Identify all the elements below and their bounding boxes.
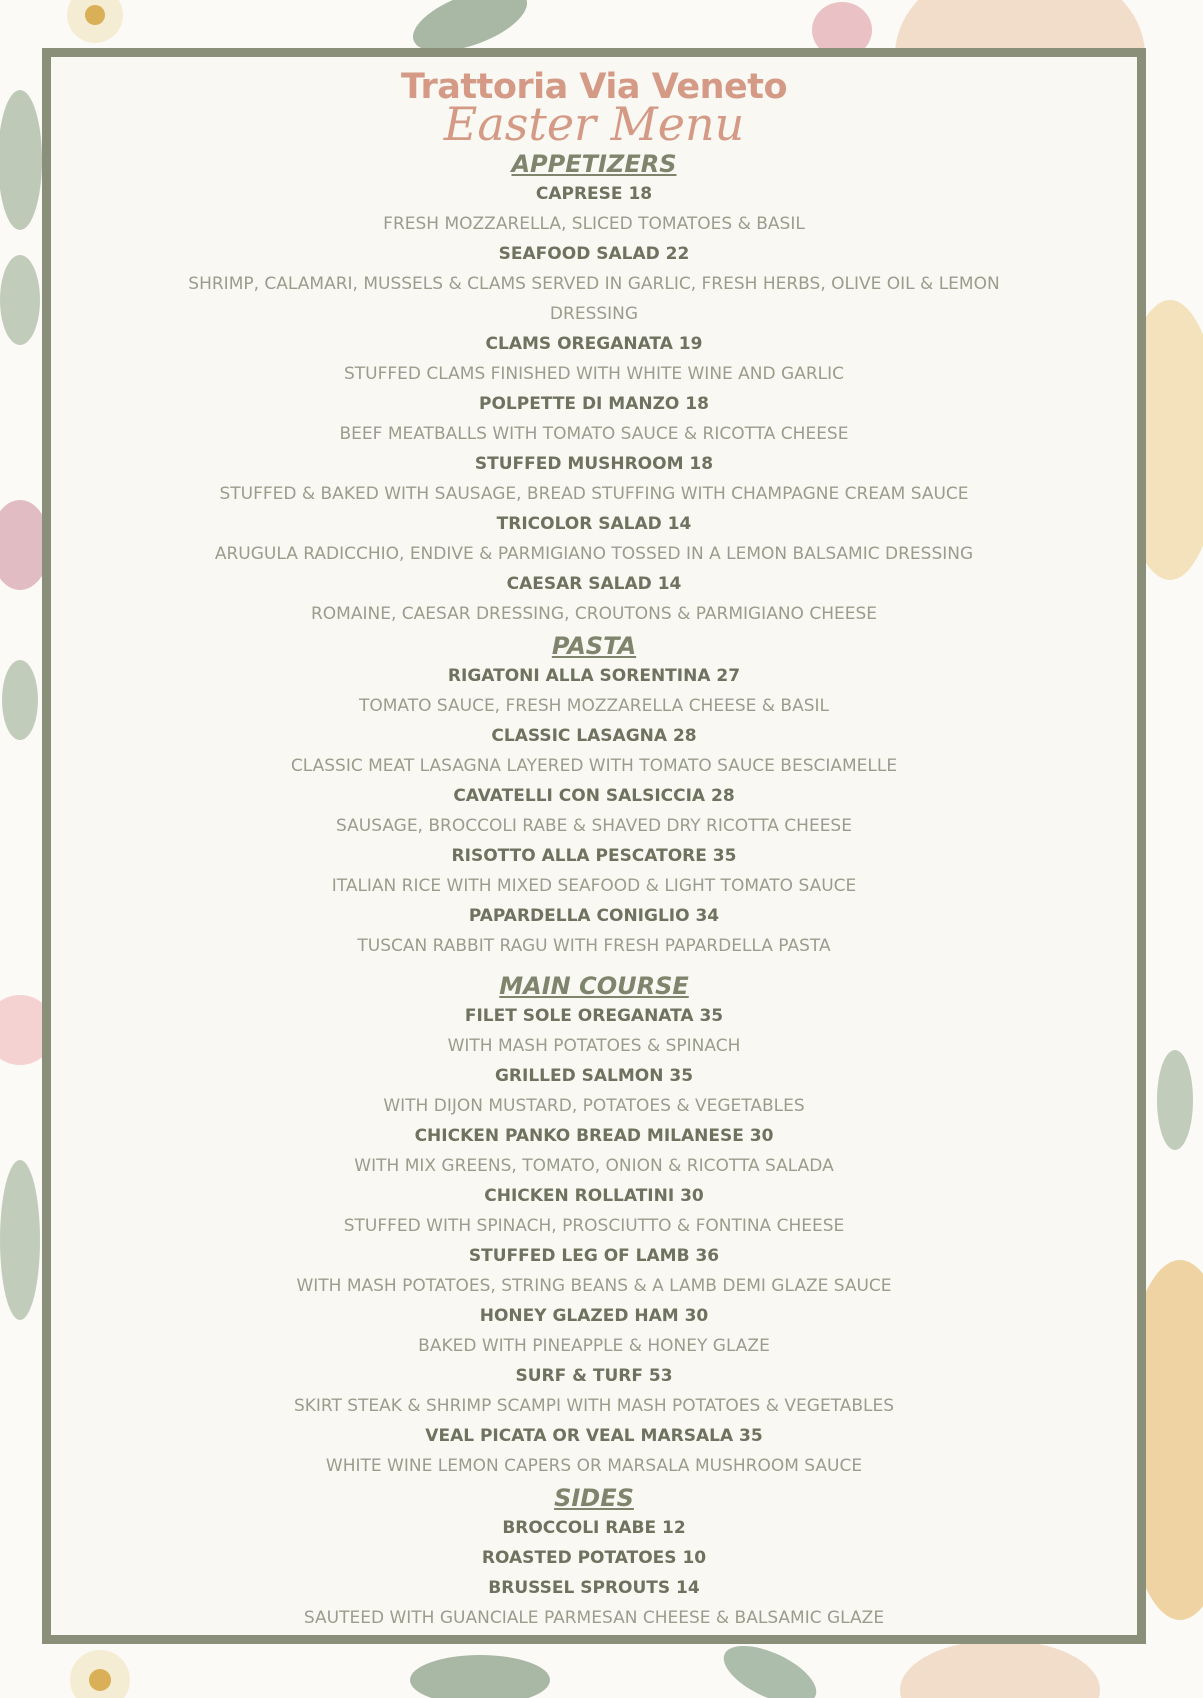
- leaf-decoration: [0, 90, 42, 230]
- menu-item-description: TUSCAN RABBIT RAGU WITH FRESH PAPARDELLA PASTA: [357, 936, 831, 956]
- menu-item-description: STUFFED WITH SPINACH, PROSCIUTTO & FONTINA CHEESE: [343, 1216, 845, 1236]
- menu-item-name: BROCCOLI RABE 12: [502, 1518, 686, 1538]
- section-title: PASTA: [551, 632, 637, 660]
- leaf-decoration: [410, 1655, 550, 1698]
- menu-item-description: WHITE WINE LEMON CAPERS OR MARSALA MUSHROOM SAUCE: [325, 1456, 863, 1476]
- leaf-decoration: [2, 660, 38, 740]
- menu-item-name: RIGATONI ALLA SORENTINA 27: [447, 666, 741, 686]
- menu-item-description: WITH MASH POTATOES & SPINACH: [447, 1036, 741, 1056]
- menu-section: [51, 631, 1137, 961]
- menu-item-name: SEAFOOD SALAD 22: [498, 244, 690, 264]
- menu-item-description: ARUGULA RADICCHIO, ENDIVE & PARMIGIANO TOSSED IN A LEMON BALSAMIC DRESSING: [214, 544, 974, 564]
- menu-item-name: CLASSIC LASAGNA 28: [491, 726, 697, 746]
- menu-item-name: CHICKEN PANKO BREAD MILANESE 30: [414, 1126, 774, 1146]
- menu-item-description: SHRIMP, CALAMARI, MUSSELS & CLAMS SERVED IN GARLIC, FRESH HERBS, OLIVE OIL & LEMON DRESSING: [188, 274, 1000, 324]
- menu-item-name: VEAL PICATA OR VEAL MARSALA 35: [425, 1426, 763, 1446]
- menu-item-description: SKIRT STEAK & SHRIMP SCAMPI WITH MASH POTATOES & VEGETABLES: [293, 1396, 895, 1416]
- menu-item-description: SAUSAGE, BROCCOLI RABE & SHAVED DRY RICOTTA CHEESE: [336, 816, 852, 836]
- menu-section: [51, 1483, 1137, 1633]
- menu-item-name: CHICKEN ROLLATINI 30: [484, 1186, 704, 1206]
- menu-item-description: SAUTEED WITH GUANCIALE PARMESAN CHEESE & BALSAMIC GLAZE: [303, 1608, 885, 1628]
- menu-item-name: PAPARDELLA CONIGLIO 34: [468, 906, 720, 926]
- menu-item-name: CAPRESE 18: [535, 184, 653, 204]
- menu-item-description: ITALIAN RICE WITH MIXED SEAFOOD & LIGHT TOMATO SAUCE: [331, 876, 857, 896]
- menu-item-name: BRUSSEL SPROUTS 14: [488, 1578, 700, 1598]
- menu-section: [51, 149, 1137, 629]
- menu-item-name: CAVATELLI CON SALSICCIA 28: [453, 786, 735, 806]
- menu-item-description: FRESH MOZZARELLA, SLICED TOMATOES & BASIL: [383, 214, 805, 234]
- menu-item-name: SURF & TURF 53: [515, 1366, 673, 1386]
- section-title: SIDES: [554, 1484, 634, 1512]
- section-title: MAIN COURSE: [499, 972, 689, 1000]
- menu-item-name: STUFFED MUSHROOM 18: [474, 454, 714, 474]
- menu-item-name: HONEY GLAZED HAM 30: [479, 1306, 709, 1326]
- flower-decoration: [85, 5, 105, 25]
- menu-item-name: RISOTTO ALLA PESCATORE 35: [451, 846, 737, 866]
- menu-item-name: POLPETTE DI MANZO 18: [479, 394, 709, 414]
- menu-item-description: BAKED WITH PINEAPPLE & HONEY GLAZE: [418, 1336, 770, 1356]
- restaurant-name: Trattoria Via Veneto: [400, 67, 788, 107]
- section-title: APPETIZERS: [511, 150, 677, 178]
- menu-item-description: STUFFED & BAKED WITH SAUSAGE, BREAD STUFFING WITH CHAMPAGNE CREAM SAUCE: [219, 484, 969, 504]
- menu-card: [42, 48, 1146, 1644]
- menu-item-description: BEEF MEATBALLS WITH TOMATO SAUCE & RICOTTA CHEESE: [339, 424, 849, 444]
- menu-item-name: STUFFED LEG OF LAMB 36: [468, 1246, 720, 1266]
- menu-item-description: CLASSIC MEAT LASAGNA LAYERED WITH TOMATO SAUCE BESCIAMELLE: [290, 756, 898, 776]
- leaf-decoration: [0, 1160, 40, 1320]
- menu-title: Easter Menu: [443, 97, 745, 151]
- menu-item-name: GRILLED SALMON 35: [494, 1066, 694, 1086]
- menu-item-name: TRICOLOR SALAD 14: [496, 514, 692, 534]
- menu-item-name: FILET SOLE OREGANATA 35: [464, 1006, 724, 1026]
- leaf-decoration: [1157, 1050, 1193, 1150]
- menu-item-name: ROASTED POTATOES 10: [481, 1548, 707, 1568]
- menu-sections: [51, 149, 1137, 1633]
- menu-item-description: TOMATO SAUCE, FRESH MOZZARELLA CHEESE & BASIL: [358, 696, 829, 716]
- menu-item-name: CAESAR SALAD 14: [506, 574, 682, 594]
- menu-item-name: CLAMS OREGANATA 19: [485, 334, 703, 354]
- menu-item-description: WITH MIX GREENS, TOMATO, ONION & RICOTTA SALADA: [354, 1156, 834, 1176]
- menu-item-description: WITH MASH POTATOES, STRING BEANS & A LAMB DEMI GLAZE SAUCE: [296, 1276, 892, 1296]
- menu-item-description: STUFFED CLAMS FINISHED WITH WHITE WINE AND GARLIC: [344, 364, 844, 384]
- menu-item-description: ROMAINE, CAESAR DRESSING, CROUTONS & PARMIGIANO CHEESE: [310, 604, 877, 624]
- flower-decoration: [89, 1669, 111, 1691]
- easter-egg-decoration: [900, 1640, 1100, 1698]
- menu-item-description: WITH DIJON MUSTARD, POTATOES & VEGETABLES: [383, 1096, 805, 1116]
- menu-section: [51, 971, 1137, 1481]
- leaf-decoration: [0, 255, 40, 345]
